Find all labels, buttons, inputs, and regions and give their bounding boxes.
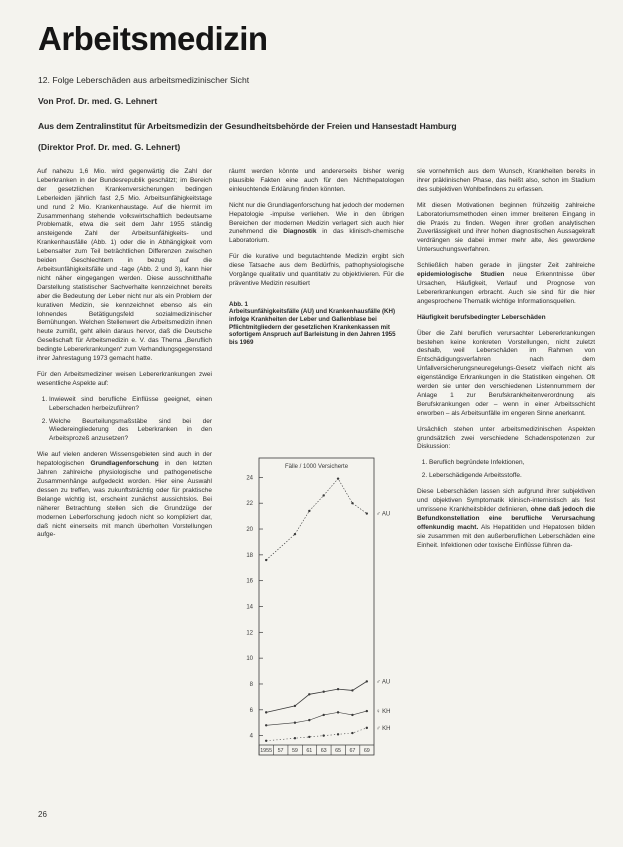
paragraph: Ursächlich stehen unter arbeitsmedizinischen Aspekten grundsätzlich zwei verschiedene Schadenspotenzen zur Diskussion:	[417, 425, 595, 451]
series-line	[266, 479, 367, 560]
data-point	[337, 711, 339, 713]
data-point	[351, 689, 353, 691]
y-tick-label: 8	[249, 681, 253, 688]
text-run: Untersuchungsverfahren.	[417, 246, 490, 254]
data-point	[337, 688, 339, 690]
x-tick-label: 67	[349, 748, 356, 754]
list-item: 1. Beruflich begründete Infektionen,	[429, 459, 595, 468]
paragraph: Für den Arbeitsmediziner weisen Lebererkrankungen zwei wesentliche Aspekte auf:	[37, 370, 212, 387]
series-label: ♀ KH	[376, 709, 391, 716]
series-line	[266, 681, 367, 712]
series-label: ♂ AU	[376, 679, 391, 686]
section-heading: Häufigkeit berufsbedingter Leberschäden	[417, 313, 546, 321]
text-run: neue Erkenntnisse über Ursachen, Häufigkeit, Verlauf und Prognose von Lebererkrankungen erbracht. Auch sie sind für die hier angesprochene Thematik wichtige Informationsquellen.	[417, 271, 595, 305]
y-tick-label: 18	[246, 552, 253, 559]
data-point	[265, 559, 267, 561]
data-point	[294, 533, 296, 535]
cause-list	[417, 459, 595, 481]
list-item: 2. Welche Beurteilungsmaßstäbe sind bei der Wiedereingliederung des Leberkranken in den Arbeitsprozeß anzusetzen?	[49, 418, 212, 445]
text-run: Nicht nur die Grundlagenforschung hat jedoch der modernen Hepatologie -impulse verliehen. Wie in den übrigen Bereichen der modernen Medizin verlagert sich auch hier zunehmend die	[229, 201, 404, 236]
y-tick-label: 12	[246, 630, 253, 637]
data-point	[308, 719, 310, 721]
x-tick-label: 59	[291, 748, 298, 754]
data-point	[366, 710, 368, 712]
data-point	[366, 680, 368, 682]
text-run: in den letzten Jahren zahlreiche physiologische und pathogenetische Zusammenhänge aufgedeckt worden. Hier eine Auswahl dessen zu treffen, was zukunftsträchtig oder für praktische Belange wichtig ist, erscheint zunächst aussichtslos. Bei näherer Betrachtung stellen sich die Grundzüge der modernen Leberforschung jedoch nicht so kompliziert dar, daß nicht einerseits mit manch überholten Vorstellungen aufge-	[37, 460, 212, 539]
data-point	[351, 502, 353, 504]
director-line: (Direktor Prof. Dr. med. G. Lehnert)	[38, 142, 181, 152]
paragraph: Für die kurative und begutachtende Medizin ergibt sich diese Tatsache aus dem Bedürfnis, pathophysiologische Vorgänge qualitativ und quantitativ zu objektivieren. Für die präventive Medizin resultiert	[229, 253, 404, 287]
text-run: Schließlich haben gerade in jüngster Zeit zahlreiche	[417, 262, 595, 270]
paragraph	[417, 262, 595, 307]
list-item: 1. Inwieweit sind berufliche Einflüsse geeignet, einen Leberschaden herbeizuführen?	[49, 396, 212, 414]
data-point	[265, 740, 267, 742]
y-tick-label: 24	[246, 475, 253, 482]
y-tick-label: 4	[249, 733, 253, 740]
aspect-list	[37, 396, 212, 445]
emphasis-text: ohne daß jedoch die Befundkonstellation eine berufliche Verursachung offenkundig macht.	[417, 506, 595, 531]
data-point	[366, 512, 368, 514]
text-column-2	[229, 168, 404, 353]
data-point	[322, 714, 324, 716]
data-point	[337, 733, 339, 735]
series-line: 12. Folge Leberschäden aus arbeitsmedizinischer Sicht	[38, 75, 250, 85]
data-point	[322, 691, 324, 693]
paragraph: sie vornehmlich aus dem Wunsch, Krankheiten bereits in ihrer präklinischen Phase, das heißt also, schon im Stadium des subjektiven Wohlbefindens zu erfassen.	[417, 168, 595, 193]
list-item: 2. Leberschädigende Arbeitsstoffe.	[429, 472, 595, 481]
paragraph	[37, 451, 212, 540]
data-point	[308, 510, 310, 512]
paragraph: Auf nahezu 1,6 Mio. wird gegenwärtig die Zahl der Leberkranken in der Bundesrepublik geschätzt; im Bereich der gesetzlichen Krankenversicherungen bedingen Leberleiden jährlich fast 2,5 Mio. Arbeitsunfähigkeitstage und rund 2 Mio. Krankenhaustage. Auf die hiermit im Zusammenhang stehende volkswirtschaftlich bedeutsame Problematik, etwa die seit dem Jahr 1955 ständig ansteigende Zahl der Arbeitsunfähigkeits- und Krankenhausfälle (Abb. 1) oder die in Abhängigkeit vom Lebensalter zum Teil beträchtlichen Differenzen zwischen beiden Geschlechtern in bezug auf die Arbeitsunfähigkeitsfälle und -tage (Abb. 2 und 3), kann hier nicht näher eingegangen werden. Diese ausschnitthafte Darstellung statistischer Sachverhalte kennzeichnet bereits aber die Bedeutung der Leber nicht nur als ein Problem der kurativen Medizin, sie kennzeichnet ebenso als ein lohnendes Betätigungsfeld sozialmedizinischer Bemühungen. Welchen Stellenwert die Arbeitsmedizin ihnen heute zumißt, geht allein daraus hervor, daß die Deutsche Gesellschaft für Arbeitsmedizin e. V. das Thema „Beruflich bedingte Lebererkrankungen“ zum Verhandlungsgegenstand ihrer Jahrestagung 1973 gemacht hatte.	[37, 168, 212, 363]
paragraph	[417, 202, 595, 255]
paragraph	[229, 202, 404, 247]
data-point	[294, 705, 296, 707]
emphasis-text: lies gewordene	[548, 237, 595, 245]
data-point	[366, 727, 368, 729]
data-point	[308, 693, 310, 695]
paragraph: Über die Zahl beruflich verursachter Lebererkrankungen bestehen keine konkreten Vorstellungen, nicht zuletzt deshalb, weil Leberschäden im Rahmen von Entschädigungsverfahren nach dem Unfallversicherungsneuregelungs-Gesetz vielfach nicht als eigenständige Erkrankungen in die Statistiken eingehen. Oft werden sie unter den verschiedenen Listennummern der Anlage 1 zur Berufskrankheitenverordnung als Berufskrankungen oder – wenn in einer Arbeitsschicht erworben – als Arbeitsunfälle im engeren Sinne anerkannt.	[417, 329, 595, 417]
text-run: Wie auf vielen anderen Wissensgebieten sind auch in der hepatologischen	[37, 451, 212, 468]
text-column-3	[417, 168, 595, 558]
x-tick-label: 61	[306, 748, 313, 754]
paragraph	[417, 488, 595, 550]
author-line: Von Prof. Dr. med. G. Lehnert	[38, 96, 158, 106]
figure-caption: Abb. 1 Arbeitsunfähigkeitsfälle (AU) und Krankenhausfälle (KH) infolge Krankheiten der Leber und Gallenblase bei Pflichtmitgliedern der gesetzlichen Krankenkassen mit sofortigem Anspruch auf Barleistung in den Jahren 1955 bis 1969	[229, 300, 396, 346]
emphasis-text: epidemiologische Studien	[417, 271, 505, 279]
data-point	[294, 722, 296, 724]
x-tick-label: 63	[320, 748, 327, 754]
text-run: in das klinisch-chemische Laboratorium.	[229, 228, 404, 245]
series-line	[266, 711, 367, 725]
y-tick-label: 22	[246, 501, 253, 508]
x-tick-label: 57	[277, 748, 284, 754]
x-tick-label: 1955	[260, 748, 273, 754]
data-point	[308, 736, 310, 738]
page-title: Arbeitsmedizin	[38, 20, 268, 57]
series-line	[266, 728, 367, 741]
data-point	[351, 714, 353, 716]
y-tick-label: 10	[246, 656, 253, 663]
y-tick-label: 20	[246, 527, 253, 534]
text-run: Als Hepatitiden und Hepatosen bilden sie zusammen mit den außerberuflichen Leberschäden eine Einheit. Infektionen oder toxische Einflüsse führen da-	[417, 523, 595, 549]
series-label: ♂ KH	[376, 725, 391, 732]
data-point	[337, 477, 339, 479]
data-point	[265, 711, 267, 713]
emphasis-text: Diagnostik	[283, 228, 317, 236]
text-run: Diese Leberschäden lassen sich aufgrund ihrer subjektiven und objektiven Symptomatik klinisch-internistisch als fest umrissene Krankheitsbilder definieren,	[417, 488, 595, 513]
y-tick-label: 6	[249, 707, 253, 714]
y-tick-label: 16	[246, 578, 253, 585]
data-point	[322, 734, 324, 736]
x-tick-label: 65	[335, 748, 342, 754]
figure-abb-1	[229, 453, 405, 778]
data-point	[294, 737, 296, 739]
line-chart	[229, 453, 405, 778]
data-point	[265, 724, 267, 726]
x-tick-label: 69	[363, 748, 370, 754]
data-point	[351, 732, 353, 734]
text-column-1	[37, 168, 212, 547]
data-point	[322, 494, 324, 496]
text-run: Mit diesen Motivationen beginnen frühzeitig zahlreiche Laboratoriumsmethoden einen immer breiteren Eingang in die Praxis zu finden. Wegen ihrer großen analytischen Zuverlässigkeit und ihrer hohen diagnostischen Aussagekraft verdrängen sie dabei immer mehr alte,	[417, 201, 595, 245]
emphasis-text: Grundlagenforschung	[90, 460, 159, 468]
y-tick-label: 14	[246, 604, 253, 611]
series-label: ♂ AU	[376, 511, 391, 518]
page-number: 26	[38, 810, 47, 819]
institute-line: Aus dem Zentralinstitut für Arbeitsmedizin der Gesundheitsbehörde der Freien und Hansestadt Hamburg	[38, 121, 457, 131]
paragraph: räumt werden könnte und andererseits bisher wenig plausible Fakten eine auch für den Nichthepatologen einleuchtende Erklärung finden könnten.	[229, 168, 404, 193]
chart-annotation: Fälle / 1000 Versicherte	[285, 464, 349, 470]
